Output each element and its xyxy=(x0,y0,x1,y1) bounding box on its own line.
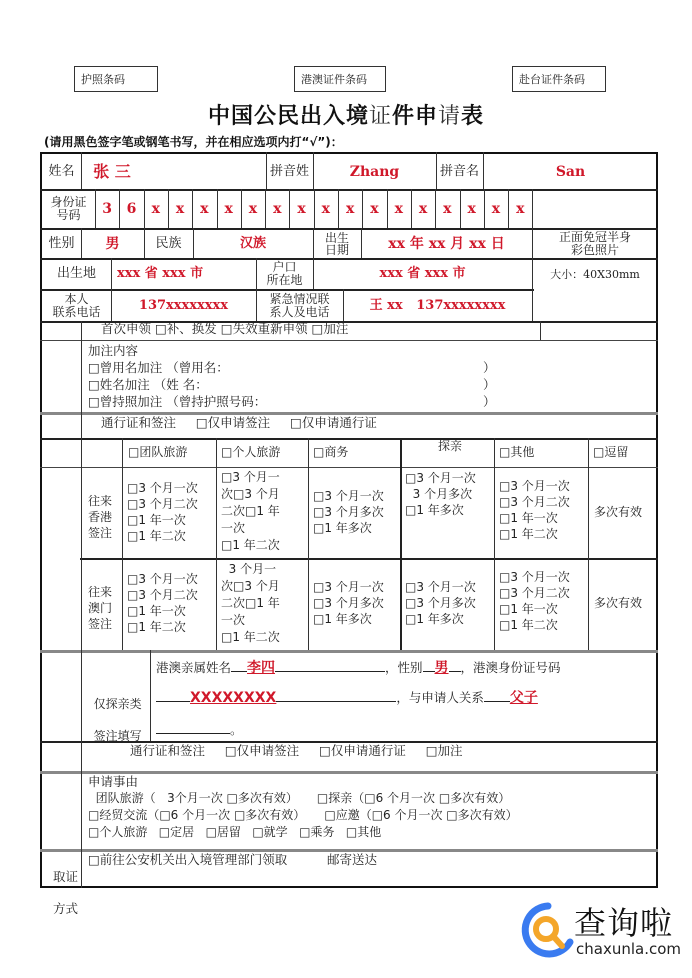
pinyin-given-value[interactable]: San xyxy=(555,163,586,180)
title-part: 件申 xyxy=(391,104,438,129)
ethnicity-value[interactable]: 汉族 xyxy=(239,235,266,251)
id-digit-cell[interactable]: x xyxy=(297,201,306,217)
dob-label-line: 出生 xyxy=(324,230,349,245)
chaxunla-watermark xyxy=(518,898,688,962)
relative-gender-label: ，性别 xyxy=(385,660,423,675)
id-digit-cell[interactable]: x xyxy=(224,201,233,217)
relative-id-value[interactable]: XXXXXXXX xyxy=(190,690,277,706)
pinyin-surname-value[interactable]: Zhang xyxy=(349,163,400,180)
relation-label: ，与申请人关系 xyxy=(396,690,484,705)
col-divider xyxy=(588,438,589,650)
relation-value[interactable]: 父子 xyxy=(509,690,538,706)
macau-group-tour-options[interactable]: □3 个月一次 □3 个月二次 □1 年一次 □1 年二次 xyxy=(127,572,198,634)
application-reason-title: 申请事由 xyxy=(88,774,139,789)
col-divider xyxy=(540,321,541,340)
id-digit-cell[interactable]: x xyxy=(175,201,185,217)
pickup-method-label xyxy=(45,853,78,917)
col-divider xyxy=(150,650,151,741)
macau-family-visit-options[interactable]: □3 个月一次 □3 个月多次 □1 年多次 xyxy=(405,580,476,626)
brand-name: 查询啦 xyxy=(574,904,674,942)
title-part: 请 xyxy=(438,104,462,129)
col-divider xyxy=(81,849,82,888)
former-name-endorsement[interactable]: □曾用名加注 （曾用名： xyxy=(88,360,229,375)
close-paren: ） xyxy=(483,377,496,392)
brand-domain: chaxunla.com xyxy=(576,940,681,958)
id-digit-cell[interactable]: x xyxy=(443,201,452,217)
macau-business-options[interactable]: □3 个月一次 □3 个月多次 □1 年多次 xyxy=(313,580,384,626)
pickup-label-line: 取证 xyxy=(52,869,78,884)
birthplace-value[interactable]: xxx 省 xxx 市 xyxy=(117,266,204,281)
macau-stay-option[interactable]: 多次有效 xyxy=(594,596,643,610)
hk-business-options[interactable]: □3 个月一次 □3 个月多次 □1 年多次 xyxy=(313,489,384,535)
id-digit-cell[interactable]: x xyxy=(370,201,379,217)
pinyin-surname-label: 拼音姓 xyxy=(269,163,309,179)
id-digit-cell[interactable]: x xyxy=(248,201,258,217)
hk-family-visit-options[interactable]: □3 个月一次 3 个月多次 □1 年多次 xyxy=(405,471,476,517)
passport-application-options[interactable]: 首次申领 □补、换发 □失效重新申领 □加注 xyxy=(101,321,349,336)
hk-macau-barcode-box: 港澳证件条码 xyxy=(294,66,386,92)
hukou-label-line: 户口 xyxy=(272,260,297,274)
col-divider xyxy=(122,438,123,650)
hukou-label-line: 所在地 xyxy=(266,273,303,287)
column-family-visit: 探亲 xyxy=(438,439,463,453)
macau-individual-tour-options[interactable]: 3 个月一 次□3 个月 二次□1 年 一次 □1 年二次 xyxy=(221,562,280,644)
former-passport-endorsement[interactable]: □曾持照加注 （曾持护照号码： xyxy=(88,394,267,409)
taiwan-permit-options[interactable]: 通行证和签注 □仅申请签注 □仅申请通行证 □加注 xyxy=(130,743,463,758)
phone-label-line: 联系电话 xyxy=(52,304,101,319)
id-digit-cell[interactable]: x xyxy=(491,201,501,217)
relative-name-label: 港澳亲属姓名 xyxy=(156,660,232,675)
id-digit-cell[interactable]: x xyxy=(273,201,282,217)
column-other[interactable]: □其他 xyxy=(499,445,535,459)
hukou-label xyxy=(256,259,313,289)
search-logo-icon xyxy=(518,900,578,960)
column-group-tour[interactable]: □团队旅游 xyxy=(128,445,188,459)
id-digit-cell[interactable]: x xyxy=(200,201,209,217)
pickup-options[interactable]: □前往公安机关出入境管理部门领取 邮寄送达 xyxy=(88,852,378,867)
emergency-contact-label xyxy=(256,290,343,321)
macau-other-options[interactable]: □3 个月一次 □3 个月二次 □1 年一次 □1 年二次 xyxy=(499,570,570,632)
name-endorsement[interactable]: □姓名加注 （姓 名： xyxy=(88,377,208,392)
id-label-line: 号码 xyxy=(56,208,81,222)
close-paren: ） xyxy=(483,360,496,375)
close-paren: ） xyxy=(483,394,496,409)
emergency-contact-value[interactable]: 王 xx 137xxxxxxxx xyxy=(369,297,506,313)
id-digit-cell[interactable]: x xyxy=(418,201,428,217)
dob-label xyxy=(313,229,361,258)
title-part: 中国公民出入境 xyxy=(207,104,369,129)
photo-size: 大小：40X30mm xyxy=(550,267,640,281)
name-value[interactable]: 张 三 xyxy=(93,161,131,181)
pickup-label-line: 方式 xyxy=(52,901,78,916)
dob-label-line: 日期 xyxy=(324,242,349,257)
col-divider xyxy=(216,438,217,650)
hk-stay-option[interactable]: 多次有效 xyxy=(594,505,643,519)
relative-gender-value[interactable]: 男 xyxy=(434,660,449,676)
form-instructions: (请用黑色签字笔或钢笔书写，并在相应选项内打“√”)： xyxy=(44,135,343,149)
row-divider xyxy=(40,438,658,440)
photo-line: 正面免冠半身 xyxy=(558,229,631,244)
id-digit-cell[interactable]: 3 xyxy=(102,201,113,217)
hk-group-tour-options[interactable]: □3 个月一次 □3 个月二次 □1 年一次 □1 年二次 xyxy=(127,481,198,543)
family-label-line: 仅探亲类 xyxy=(93,697,142,711)
emergency-label-line: 紧急情况联 xyxy=(269,291,330,306)
pinyin-given-label: 拼音名 xyxy=(439,163,479,179)
gender-label: 性别 xyxy=(48,235,75,251)
col-divider xyxy=(81,321,82,849)
phone-label-line: 本人 xyxy=(64,291,89,306)
column-business[interactable]: □商务 xyxy=(313,445,349,459)
id-digit-cell[interactable]: 6 xyxy=(126,201,137,217)
title-part: 表 xyxy=(461,104,485,129)
relative-name-value[interactable]: 李四 xyxy=(247,660,276,676)
reason-options-line[interactable]: 团队旅游（ 3个月一次 □多次有效） □探亲（□6 个月一次 □多次有效） xyxy=(88,791,511,805)
hukou-value[interactable]: xxx 省 xxx 市 xyxy=(379,266,466,281)
id-number-label xyxy=(42,190,95,228)
relative-info-line-1 xyxy=(156,660,561,676)
row-divider xyxy=(40,650,658,653)
id-label-line: 身份证 xyxy=(50,195,87,209)
family-label-line: 签注填写 xyxy=(93,729,142,743)
id-digit-cell[interactable]: x xyxy=(516,201,525,217)
column-individual-tour[interactable]: □个人旅游 xyxy=(221,445,281,459)
endorsement-title: 加注内容 xyxy=(88,343,139,358)
hk-individual-tour-options[interactable]: □3 个月一 次□3 个月 二次□1 年 一次 □1 年二次 xyxy=(221,470,280,552)
reason-options-line[interactable]: □个人旅游 □定居 □居留 □就学 □乘务 □其他 xyxy=(88,825,382,839)
form-title xyxy=(0,99,692,130)
birthplace-label: 出生地 xyxy=(56,266,96,281)
column-stay[interactable]: □逗留 xyxy=(593,445,629,459)
emergency-label-line: 系人及电话 xyxy=(269,304,330,319)
row-divider xyxy=(80,558,658,560)
hk-visa-label: 往来 香港 签注 xyxy=(88,494,113,540)
family-visit-fill-label xyxy=(86,680,142,744)
id-digit-cell[interactable]: x xyxy=(467,201,476,217)
passport-barcode-box: 护照条码 xyxy=(74,66,158,92)
relative-id-label: ，港澳身份证号码 xyxy=(460,660,561,675)
hk-other-options[interactable]: □3 个月一次 □3 个月二次 □1 年一次 □1 年二次 xyxy=(499,479,570,541)
dob-value[interactable]: xx 年 xx 月 xx 日 xyxy=(388,235,505,252)
gender-value[interactable]: 男 xyxy=(105,235,120,252)
reason-options-line[interactable]: □经贸交流（□6 个月一次 □多次有效） □应邀（□6 个月一次 □多次有效） xyxy=(88,808,518,822)
photo-line: 彩色照片 xyxy=(570,242,619,257)
col-divider xyxy=(494,438,495,650)
photo-instructions xyxy=(532,229,658,258)
title-part: 证 xyxy=(368,104,392,129)
ethnicity-label: 民族 xyxy=(155,235,182,251)
period: 。 xyxy=(230,722,243,737)
phone-label xyxy=(42,290,111,321)
id-digit-cell[interactable]: x xyxy=(321,201,331,217)
relative-info-line-2 xyxy=(156,690,538,706)
row-divider xyxy=(40,340,658,341)
phone-value[interactable]: 137xxxxxxxx xyxy=(138,297,229,313)
row-divider xyxy=(40,467,658,468)
macau-visa-label: 往来 澳门 签注 xyxy=(88,585,113,631)
hk-macau-permit-options[interactable]: 通行证和签注 □仅申请签注 □仅申请通行证 xyxy=(101,415,377,430)
id-digit-cell[interactable]: x xyxy=(345,201,355,217)
col-divider xyxy=(400,438,402,650)
id-digit-cell[interactable]: x xyxy=(394,201,403,217)
col-divider xyxy=(308,438,309,650)
id-digit-cell[interactable]: x xyxy=(151,201,160,217)
relative-info-line-3 xyxy=(156,722,243,737)
name-label: 姓名 xyxy=(48,163,75,179)
taiwan-barcode-box: 赴台证件条码 xyxy=(512,66,606,92)
